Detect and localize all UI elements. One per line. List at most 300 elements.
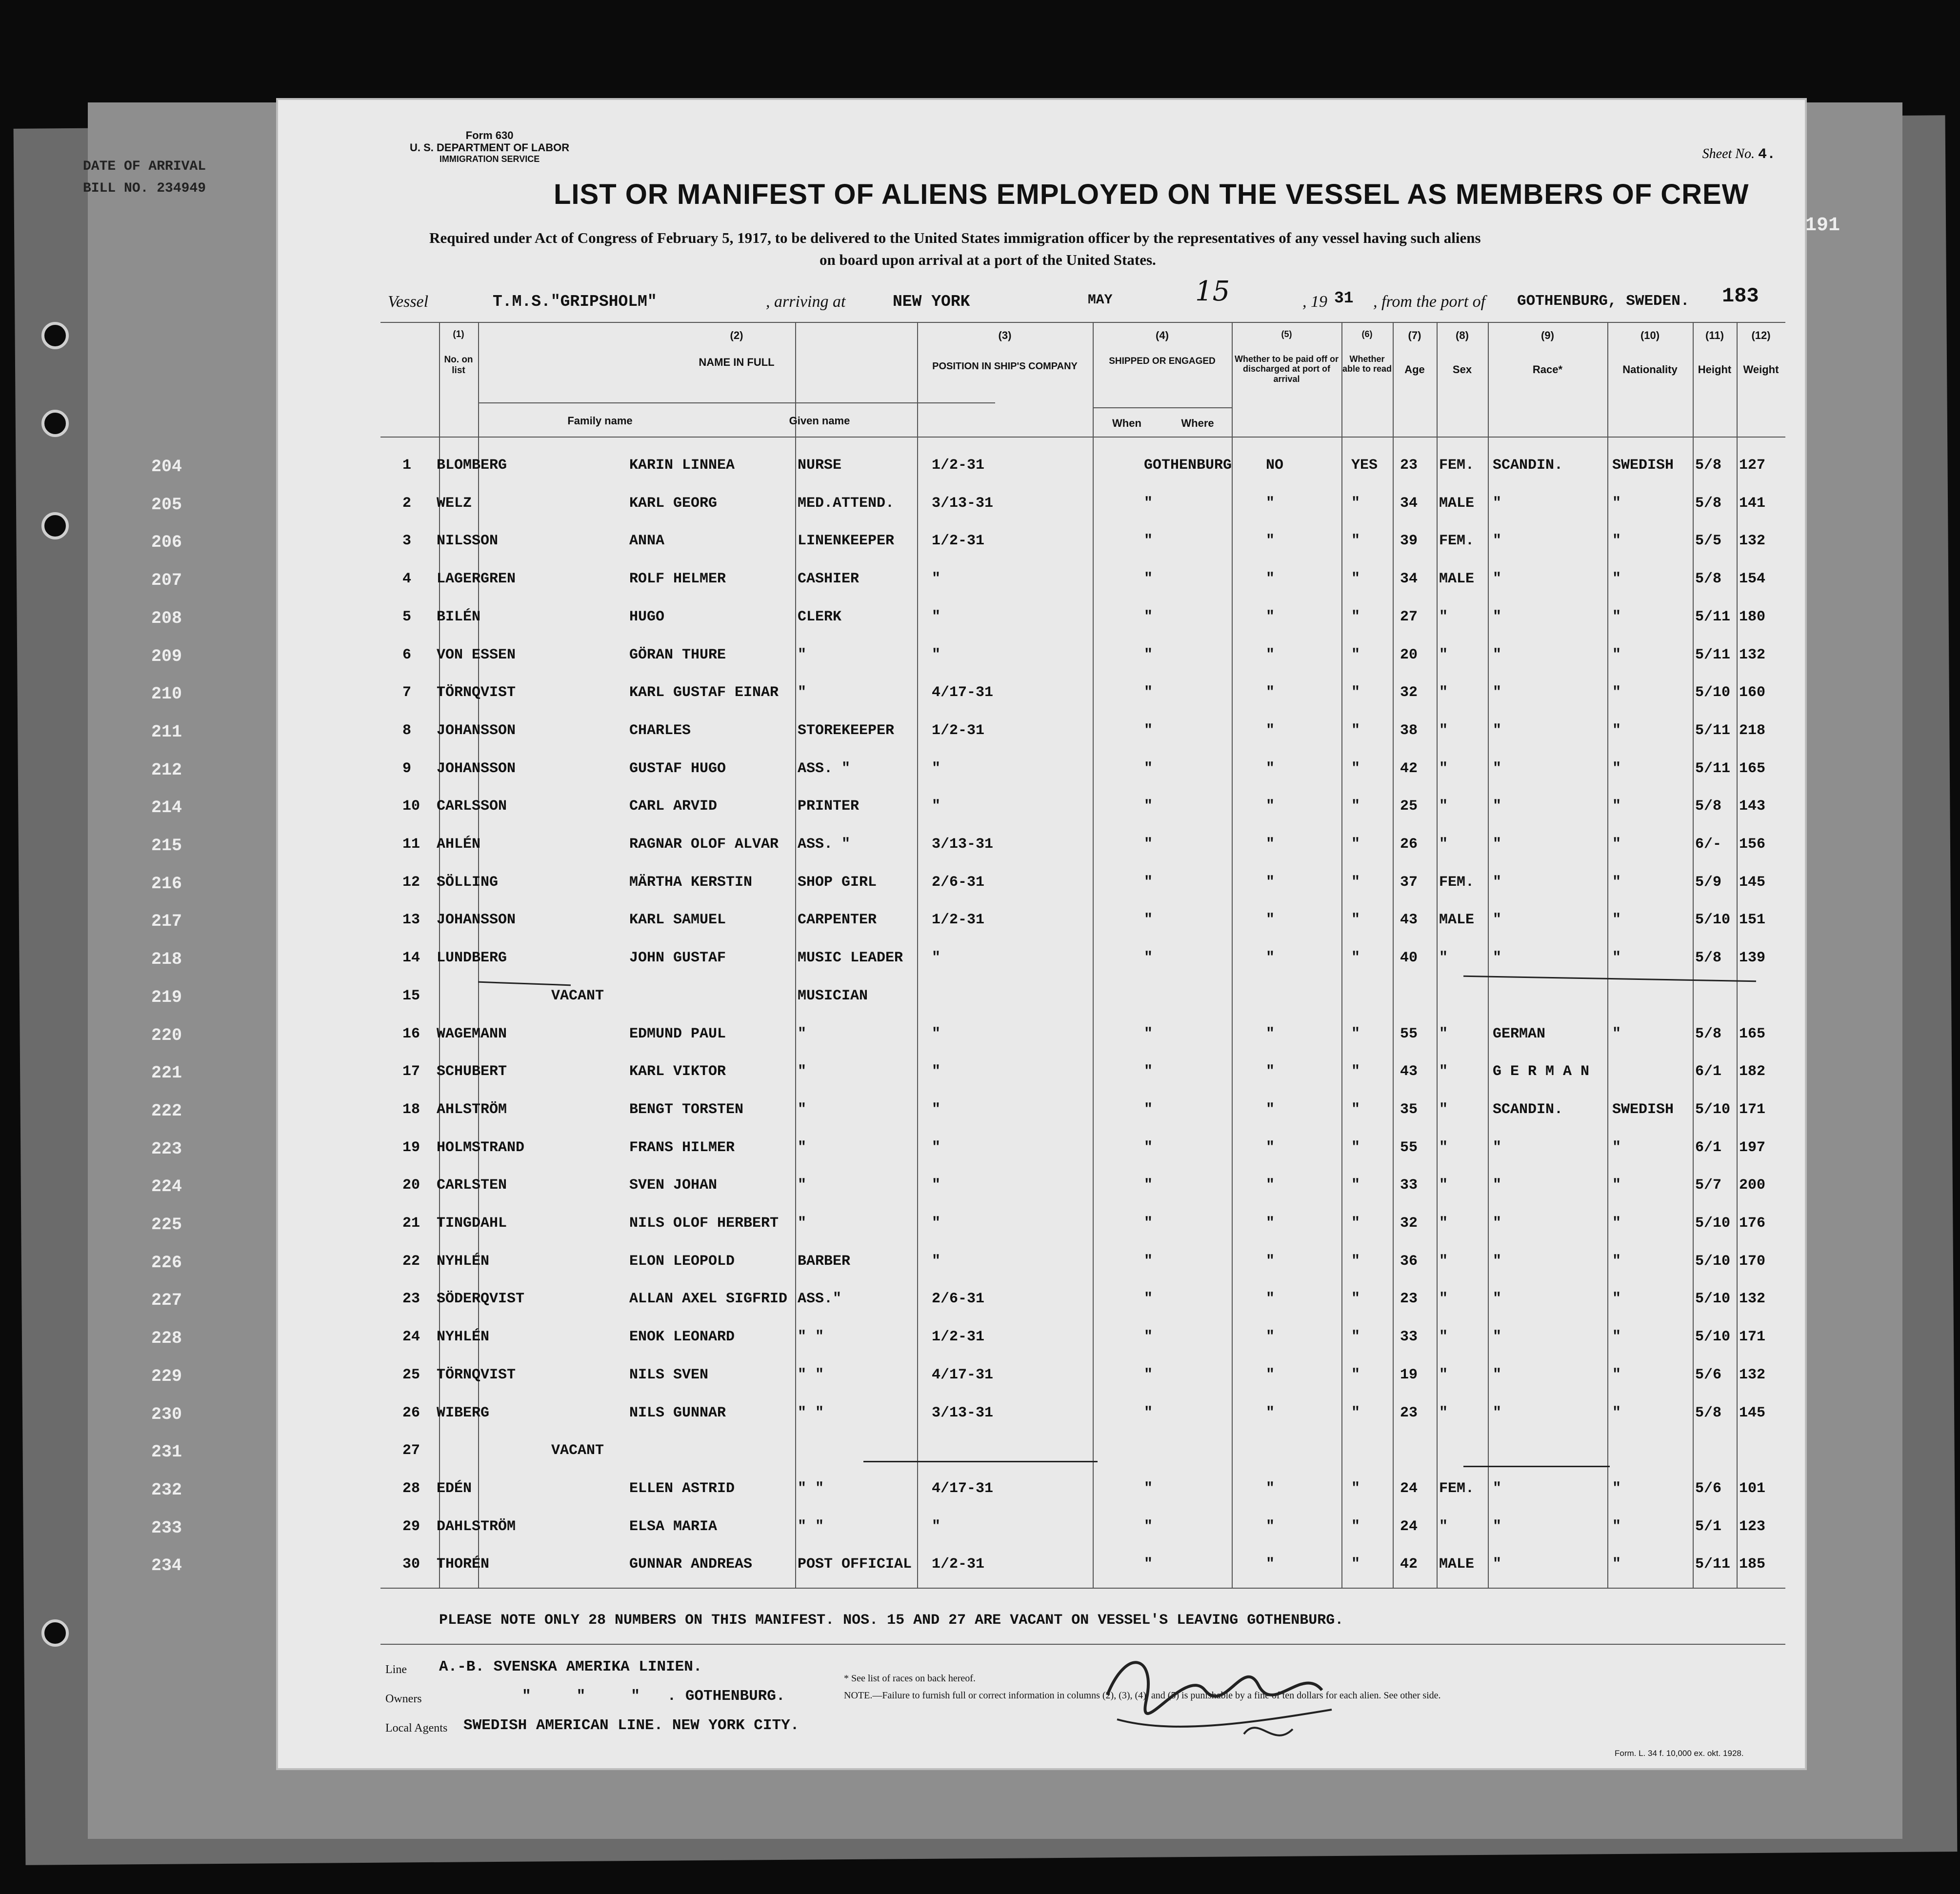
cell-family-name: TINGDAHL — [437, 1215, 507, 1232]
cell-shipped-where: " — [1144, 1480, 1153, 1497]
cell-nationality: " — [1612, 760, 1621, 777]
cell-position: " " — [798, 1366, 824, 1383]
departure-port: GOTHENBURG, SWEDEN. — [1517, 293, 1690, 310]
cell-row-number: 21 — [402, 1215, 420, 1232]
cell-given-name: KARL GUSTAF EINAR — [629, 684, 779, 701]
cell-row-number: 2 — [402, 495, 412, 512]
cell-row-number: 29 — [402, 1518, 420, 1535]
cell-family-name: VON ESSEN — [437, 646, 516, 663]
cell-shipped-when: " — [932, 1025, 941, 1042]
form-code: Form. L. 34 f. 10,000 ex. okt. 1928. — [1615, 1749, 1744, 1758]
binder-hole — [41, 1619, 69, 1647]
crew-table-body — [151, 451, 1805, 1588]
cell-shipped-where: " — [1144, 1366, 1153, 1383]
cell-shipped-where: " — [1144, 836, 1153, 853]
cell-row-number: 14 — [402, 950, 420, 967]
col-name-header: (2) NAME IN FULL — [699, 329, 775, 369]
cell-sex: FEM. — [1439, 1480, 1475, 1497]
cell-shipped-when: 3/13-31 — [932, 836, 994, 853]
cell-position: CLERK — [798, 608, 842, 625]
cell-ledger-number: 209 — [151, 646, 182, 666]
cell-paid-off: " — [1266, 1556, 1275, 1573]
cell-height: 5/10 — [1695, 1253, 1731, 1270]
cell-given-name: GÖRAN THURE — [629, 646, 726, 663]
cell-height: 5/10 — [1695, 912, 1731, 929]
cell-shipped-where: " — [1144, 1329, 1153, 1346]
cell-race: " — [1493, 608, 1502, 625]
cell-able-to-read: " — [1351, 1556, 1360, 1573]
cell-ledger-number: 231 — [151, 1442, 182, 1462]
cell-able-to-read: " — [1351, 836, 1360, 853]
cell-able-to-read: " — [1351, 1063, 1360, 1080]
cell-position: CARPENTER — [798, 912, 877, 929]
cell-family-name: TÖRNQVIST — [437, 1366, 516, 1383]
cell-shipped-when: 3/13-31 — [932, 495, 994, 512]
cell-nationality: " — [1612, 1215, 1621, 1232]
department-name: U. S. DEPARTMENT OF LABOR — [410, 141, 570, 154]
cell-position: CASHIER — [798, 571, 860, 588]
table-row — [151, 1063, 1805, 1083]
cell-shipped-when: 4/17-31 — [932, 684, 994, 701]
cell-race: SCANDIN. — [1493, 1101, 1563, 1118]
cell-family-name: DAHLSTRÖM — [437, 1518, 516, 1535]
cell-row-number: 13 — [402, 912, 420, 929]
vessel-label: Vessel — [388, 293, 429, 311]
cell-age: 43 — [1400, 1063, 1418, 1080]
cell-shipped-when: 1/2-31 — [932, 1556, 985, 1573]
service-name: IMMIGRATION SERVICE — [439, 154, 540, 164]
cell-ledger-number: 219 — [151, 987, 182, 1007]
cell-ledger-number: 206 — [151, 533, 182, 553]
binder-hole — [41, 410, 69, 437]
table-row — [151, 457, 1805, 477]
arrival-month: MAY — [1088, 293, 1113, 308]
cell-ledger-number: 230 — [151, 1404, 182, 1424]
col-nationality-header: (10) Nationality — [1622, 329, 1678, 376]
cell-paid-off: " — [1266, 722, 1275, 739]
cell-able-to-read: " — [1351, 571, 1360, 588]
cell-family-name: THORÉN — [437, 1556, 490, 1573]
cell-nationality: " — [1612, 646, 1621, 663]
cell-nationality: " — [1612, 1518, 1621, 1535]
cell-position: PRINTER — [798, 798, 860, 815]
races-note: * See list of races on back hereof. — [844, 1673, 976, 1684]
cell-position: SHOP GIRL — [798, 874, 877, 891]
cell-shipped-where: " — [1144, 760, 1153, 777]
signature — [1098, 1636, 1351, 1754]
cell-race: " — [1493, 495, 1502, 512]
cell-age: 19 — [1400, 1366, 1418, 1383]
cell-race: " — [1493, 798, 1502, 815]
cell-able-to-read: " — [1351, 1177, 1360, 1194]
cell-nationality: " — [1612, 1366, 1621, 1383]
cell-shipped-when: " — [932, 1518, 941, 1535]
cell-ledger-number: 233 — [151, 1518, 182, 1538]
cell-height: 5/11 — [1695, 722, 1731, 739]
cell-family-name: NYHLÉN — [437, 1329, 490, 1346]
cell-weight: 165 — [1739, 760, 1766, 777]
cell-able-to-read: " — [1351, 798, 1360, 815]
cell-race: " — [1493, 1291, 1502, 1308]
cell-shipped-where: " — [1144, 950, 1153, 967]
cell-able-to-read: " — [1351, 874, 1360, 891]
cell-nationality: " — [1612, 912, 1621, 929]
cell-family-name: SÖDERQVIST — [437, 1291, 525, 1308]
cell-ledger-number: 227 — [151, 1291, 182, 1311]
cell-position: " — [798, 1215, 807, 1232]
cell-row-number: 24 — [402, 1329, 420, 1346]
cell-paid-off: " — [1266, 684, 1275, 701]
table-row — [151, 1518, 1805, 1538]
cell-given-name: HUGO — [629, 608, 665, 625]
vacancy-note: PLEASE NOTE ONLY 28 NUMBERS ON THIS MANIFEST. NOS. 15 AND 27 ARE VACANT ON VESSEL'S LEAVING GOTHENBURG. — [439, 1612, 1344, 1629]
cell-family-name: BILÉN — [437, 608, 481, 625]
table-row — [151, 1404, 1805, 1424]
cell-shipped-where: " — [1144, 798, 1153, 815]
cell-given-name: EDMUND PAUL — [629, 1025, 726, 1042]
cell-ledger-number: 234 — [151, 1556, 182, 1576]
cell-weight: 218 — [1739, 722, 1766, 739]
cell-age: 24 — [1400, 1518, 1418, 1535]
cell-position: " " — [798, 1404, 824, 1421]
cell-sex: " — [1439, 1291, 1448, 1308]
cell-family-name: SCHUBERT — [437, 1063, 507, 1080]
cell-race: " — [1493, 1215, 1502, 1232]
table-row — [151, 1480, 1805, 1500]
col-read-header: (6) Whether able to read — [1342, 329, 1392, 374]
cell-weight: 101 — [1739, 1480, 1766, 1497]
cell-family-name: TÖRNQVIST — [437, 684, 516, 701]
cell-ledger-number: 205 — [151, 495, 182, 515]
cell-position: STOREKEEPER — [798, 722, 895, 739]
cell-position: " — [798, 1063, 807, 1080]
table-row — [151, 1253, 1805, 1273]
cell-row-number: 17 — [402, 1063, 420, 1080]
cell-sex: " — [1439, 1404, 1448, 1421]
cell-position: " " — [798, 1518, 824, 1535]
cell-race: " — [1493, 1253, 1502, 1270]
cell-weight: 145 — [1739, 1404, 1766, 1421]
cell-able-to-read: " — [1351, 684, 1360, 701]
table-row — [151, 1025, 1805, 1045]
cell-given-name: JOHN GUSTAF — [629, 950, 726, 967]
col-paid-off-header: (5) Whether to be paid off or discharged at port of arrival — [1235, 329, 1339, 384]
cell-paid-off: " — [1266, 1518, 1275, 1535]
cell-ledger-number: 210 — [151, 684, 182, 704]
cell-paid-off: " — [1266, 1480, 1275, 1497]
cell-given-name: NILS SVEN — [629, 1366, 709, 1383]
cell-shipped-when: 1/2-31 — [932, 533, 985, 550]
cell-nationality: " — [1612, 1404, 1621, 1421]
cell-row-number: 25 — [402, 1366, 420, 1383]
cell-shipped-when: 2/6-31 — [932, 1291, 985, 1308]
cell-shipped-when: 3/13-31 — [932, 1404, 994, 1421]
cell-shipped-when: " — [932, 1139, 941, 1156]
cell-race: " — [1493, 1404, 1502, 1421]
cell-shipped-when: " — [932, 798, 941, 815]
cell-height: 5/6 — [1695, 1366, 1722, 1383]
cell-race: G E R M A N — [1493, 1063, 1590, 1080]
cell-row-number: 1 — [402, 457, 412, 474]
cell-position: LINENKEEPER — [798, 533, 895, 550]
cell-shipped-where: " — [1144, 1177, 1153, 1194]
cell-height: 5/8 — [1695, 495, 1722, 512]
col-shipped-header: (4) SHIPPED OR ENGAGED — [1109, 329, 1216, 367]
cell-position: " — [798, 1101, 807, 1118]
cell-paid-off: " — [1266, 608, 1275, 625]
cell-row-number: 11 — [402, 836, 420, 853]
cell-family-name: JOHANSSON — [437, 760, 516, 777]
cell-nationality: " — [1612, 722, 1621, 739]
cell-weight: 176 — [1739, 1215, 1766, 1232]
cell-shipped-when: 1/2-31 — [932, 457, 985, 474]
line-label: Line — [385, 1663, 407, 1676]
cell-sex: " — [1439, 1366, 1448, 1383]
cell-ledger-number: 229 — [151, 1366, 182, 1386]
footer-rule — [380, 1644, 1785, 1645]
cell-height: 5/8 — [1695, 571, 1722, 588]
cell-position: ASS." — [798, 1291, 842, 1308]
table-row — [151, 874, 1805, 894]
cell-row-number: 3 — [402, 533, 412, 550]
cell-height: 5/8 — [1695, 457, 1722, 474]
cell-height: 5/8 — [1695, 1025, 1722, 1042]
cell-race: " — [1493, 646, 1502, 663]
cell-paid-off: " — [1266, 1063, 1275, 1080]
cell-shipped-when: 1/2-31 — [932, 912, 985, 929]
cell-position: " — [798, 1025, 807, 1042]
cell-paid-off: " — [1266, 760, 1275, 777]
shipping-line: A.-B. SVENSKA AMERIKA LINIEN. — [439, 1658, 702, 1675]
cell-age: 39 — [1400, 533, 1418, 550]
cell-height: 5/10 — [1695, 684, 1731, 701]
cell-family-name: JOHANSSON — [437, 722, 516, 739]
cell-able-to-read: " — [1351, 1101, 1360, 1118]
cell-paid-off: " — [1266, 950, 1275, 967]
cell-weight: 132 — [1739, 1291, 1766, 1308]
failure-note: NOTE.—Failure to furnish full or correct information in columns (2), (3), (4), and (5) is punishable by a fine of ten dollars for each alien. See other side. — [844, 1690, 1441, 1701]
col-weight-header: (12) Weight — [1743, 329, 1779, 376]
cell-position: " — [798, 1177, 807, 1194]
cell-row-number: 19 — [402, 1139, 420, 1156]
table-row — [151, 1366, 1805, 1386]
cell-row-number: 8 — [402, 722, 412, 739]
cell-able-to-read: " — [1351, 1215, 1360, 1232]
cell-sex: " — [1439, 1215, 1448, 1232]
cell-sex: " — [1439, 646, 1448, 663]
cell-sex: " — [1439, 684, 1448, 701]
cell-ledger-number: 216 — [151, 874, 182, 894]
cell-height: 5/8 — [1695, 798, 1722, 815]
cell-able-to-read: " — [1351, 722, 1360, 739]
sheet-number-label: Sheet No. — [1702, 146, 1755, 161]
cell-shipped-where: " — [1144, 646, 1153, 663]
cell-age: 23 — [1400, 1404, 1418, 1421]
cell-age: 40 — [1400, 950, 1418, 967]
cell-row-number: 6 — [402, 646, 412, 663]
cell-row-number: 28 — [402, 1480, 420, 1497]
cell-weight: 139 — [1739, 950, 1766, 967]
cell-race: " — [1493, 950, 1502, 967]
cell-paid-off: " — [1266, 495, 1275, 512]
cell-weight: 160 — [1739, 684, 1766, 701]
cell-shipped-where: " — [1144, 1556, 1153, 1573]
cell-shipped-where: " — [1144, 874, 1153, 891]
cell-age: 32 — [1400, 684, 1418, 701]
cell-sex: " — [1439, 1177, 1448, 1194]
col-height-header: (11) Height — [1698, 329, 1732, 376]
cell-sex: FEM. — [1439, 533, 1475, 550]
cell-sex: MALE — [1439, 571, 1475, 588]
cell-ledger-number: 204 — [151, 457, 182, 477]
cell-age: 32 — [1400, 1215, 1418, 1232]
vacant-strike-line — [1463, 1466, 1610, 1467]
binder-hole — [41, 512, 69, 539]
cell-shipped-where: " — [1144, 1139, 1153, 1156]
cell-able-to-read: " — [1351, 533, 1360, 550]
cell-nationality: " — [1612, 1139, 1621, 1156]
col-where-header: Where — [1181, 417, 1214, 429]
cell-given-name: ELLEN ASTRID — [629, 1480, 735, 1497]
cell-ledger-number: 214 — [151, 798, 182, 818]
cell-family-name: WIBERG — [437, 1404, 490, 1421]
cell-height: 5/11 — [1695, 760, 1731, 777]
table-row — [151, 1177, 1805, 1197]
cell-sex: " — [1439, 1518, 1448, 1535]
binder-hole — [41, 322, 69, 349]
cell-race: " — [1493, 1366, 1502, 1383]
col-when-header: When — [1112, 417, 1141, 429]
col-position-header: (3) POSITION IN SHIP'S COMPANY — [932, 329, 1078, 372]
cell-position: POST OFFICIAL — [798, 1556, 912, 1573]
form-number: Form 630 — [465, 129, 514, 141]
cell-family-name: AHLSTRÖM — [437, 1101, 507, 1118]
cell-sex: MALE — [1439, 495, 1475, 512]
cell-race: " — [1493, 874, 1502, 891]
manifest-page-number: 183 — [1722, 284, 1759, 308]
cell-able-to-read: " — [1351, 608, 1360, 625]
cell-height: 5/10 — [1695, 1101, 1731, 1118]
cell-shipped-where: " — [1144, 684, 1153, 701]
cell-weight: 132 — [1739, 1366, 1766, 1383]
cell-given-name: ENOK LEONARD — [629, 1329, 735, 1346]
col-sex-header: (8) Sex — [1452, 329, 1472, 376]
cell-age: 43 — [1400, 912, 1418, 929]
cell-height: 5/9 — [1695, 874, 1722, 891]
cell-weight: 154 — [1739, 571, 1766, 588]
cell-sex: " — [1439, 836, 1448, 853]
cell-given-name: ELSA MARIA — [629, 1518, 718, 1535]
cell-position: ASS. " — [798, 836, 851, 853]
manifest-page — [151, 100, 1805, 1768]
cell-weight: 171 — [1739, 1329, 1766, 1346]
cell-weight: 185 — [1739, 1556, 1766, 1573]
table-row — [151, 950, 1805, 970]
cell-weight: 182 — [1739, 1063, 1766, 1080]
cell-age: 37 — [1400, 874, 1418, 891]
cell-given-name: NILS OLOF HERBERT — [629, 1215, 779, 1232]
cell-nationality: " — [1612, 533, 1621, 550]
cell-able-to-read: " — [1351, 1139, 1360, 1156]
cell-family-name: WELZ — [437, 495, 472, 512]
owners-value: " " " . GOTHENBURG. — [522, 1688, 785, 1705]
cell-weight: 180 — [1739, 608, 1766, 625]
cell-age: 20 — [1400, 646, 1418, 663]
sheet-number-value: 4. — [1758, 146, 1776, 163]
cell-height: 6/1 — [1695, 1139, 1722, 1156]
cell-race: " — [1493, 912, 1502, 929]
cell-family-name: LAGERGREN — [437, 571, 516, 588]
cell-row-number: 18 — [402, 1101, 420, 1118]
cell-weight: 151 — [1739, 912, 1766, 929]
table-row — [151, 571, 1805, 591]
cell-given-name: FRANS HILMER — [629, 1139, 735, 1156]
cell-ledger-number: 226 — [151, 1253, 182, 1273]
table-row — [151, 760, 1805, 780]
cell-race: " — [1493, 1329, 1502, 1346]
cell-shipped-where: " — [1144, 912, 1153, 929]
cell-age: 42 — [1400, 1556, 1418, 1573]
cell-sex: " — [1439, 722, 1448, 739]
cell-ledger-number: 232 — [151, 1480, 182, 1500]
cell-shipped-where: " — [1144, 1291, 1153, 1308]
cell-shipped-where: " — [1144, 495, 1153, 512]
cell-shipped-when: 1/2-31 — [932, 1329, 985, 1346]
cell-height: 5/11 — [1695, 1556, 1731, 1573]
cell-nationality: " — [1612, 1253, 1621, 1270]
cell-sex: " — [1439, 1025, 1448, 1042]
cell-nationality: " — [1612, 608, 1621, 625]
cell-family-name: BLOMBERG — [437, 457, 507, 474]
cell-given-name: KARIN LINNEA — [629, 457, 735, 474]
cell-row-number: 9 — [402, 760, 412, 777]
cell-able-to-read: " — [1351, 1480, 1360, 1497]
cell-weight: 197 — [1739, 1139, 1766, 1156]
cell-nationality: " — [1612, 798, 1621, 815]
name-subrule — [478, 402, 995, 403]
cell-given-name: MÄRTHA KERSTIN — [629, 874, 753, 891]
cell-age: 34 — [1400, 495, 1418, 512]
cell-shipped-when: " — [932, 1063, 941, 1080]
cell-weight: 143 — [1739, 798, 1766, 815]
cell-row-number: 23 — [402, 1291, 420, 1308]
cell-height: 5/10 — [1695, 1329, 1731, 1346]
cell-nationality: SWEDISH — [1612, 1101, 1674, 1118]
cell-shipped-where: " — [1144, 722, 1153, 739]
cell-able-to-read: YES — [1351, 457, 1378, 474]
cell-ledger-number: 220 — [151, 1025, 182, 1045]
year-prefix: , 19 — [1302, 293, 1327, 311]
cell-nationality: " — [1612, 1291, 1621, 1308]
cell-shipped-where: GOTHENBURG — [1144, 457, 1232, 474]
cell-height: 5/6 — [1695, 1480, 1722, 1497]
stub-date-label: DATE OF ARRIVAL — [83, 159, 206, 174]
table-row — [151, 608, 1805, 628]
cell-given-name: ROLF HELMER — [629, 571, 726, 588]
from-port-label: , from the port of — [1373, 293, 1486, 311]
cell-family-name: WAGEMANN — [437, 1025, 507, 1042]
table-row — [151, 1442, 1805, 1462]
cell-able-to-read: " — [1351, 1291, 1360, 1308]
cell-paid-off: " — [1266, 798, 1275, 815]
cell-able-to-read: " — [1351, 1253, 1360, 1270]
cell-shipped-where: " — [1144, 608, 1153, 625]
cell-position: ASS. " — [798, 760, 851, 777]
cell-ledger-number: 208 — [151, 608, 182, 628]
cell-height: 5/10 — [1695, 1291, 1731, 1308]
cell-given-name: BENGT TORSTEN — [629, 1101, 744, 1118]
cell-age: 23 — [1400, 457, 1418, 474]
